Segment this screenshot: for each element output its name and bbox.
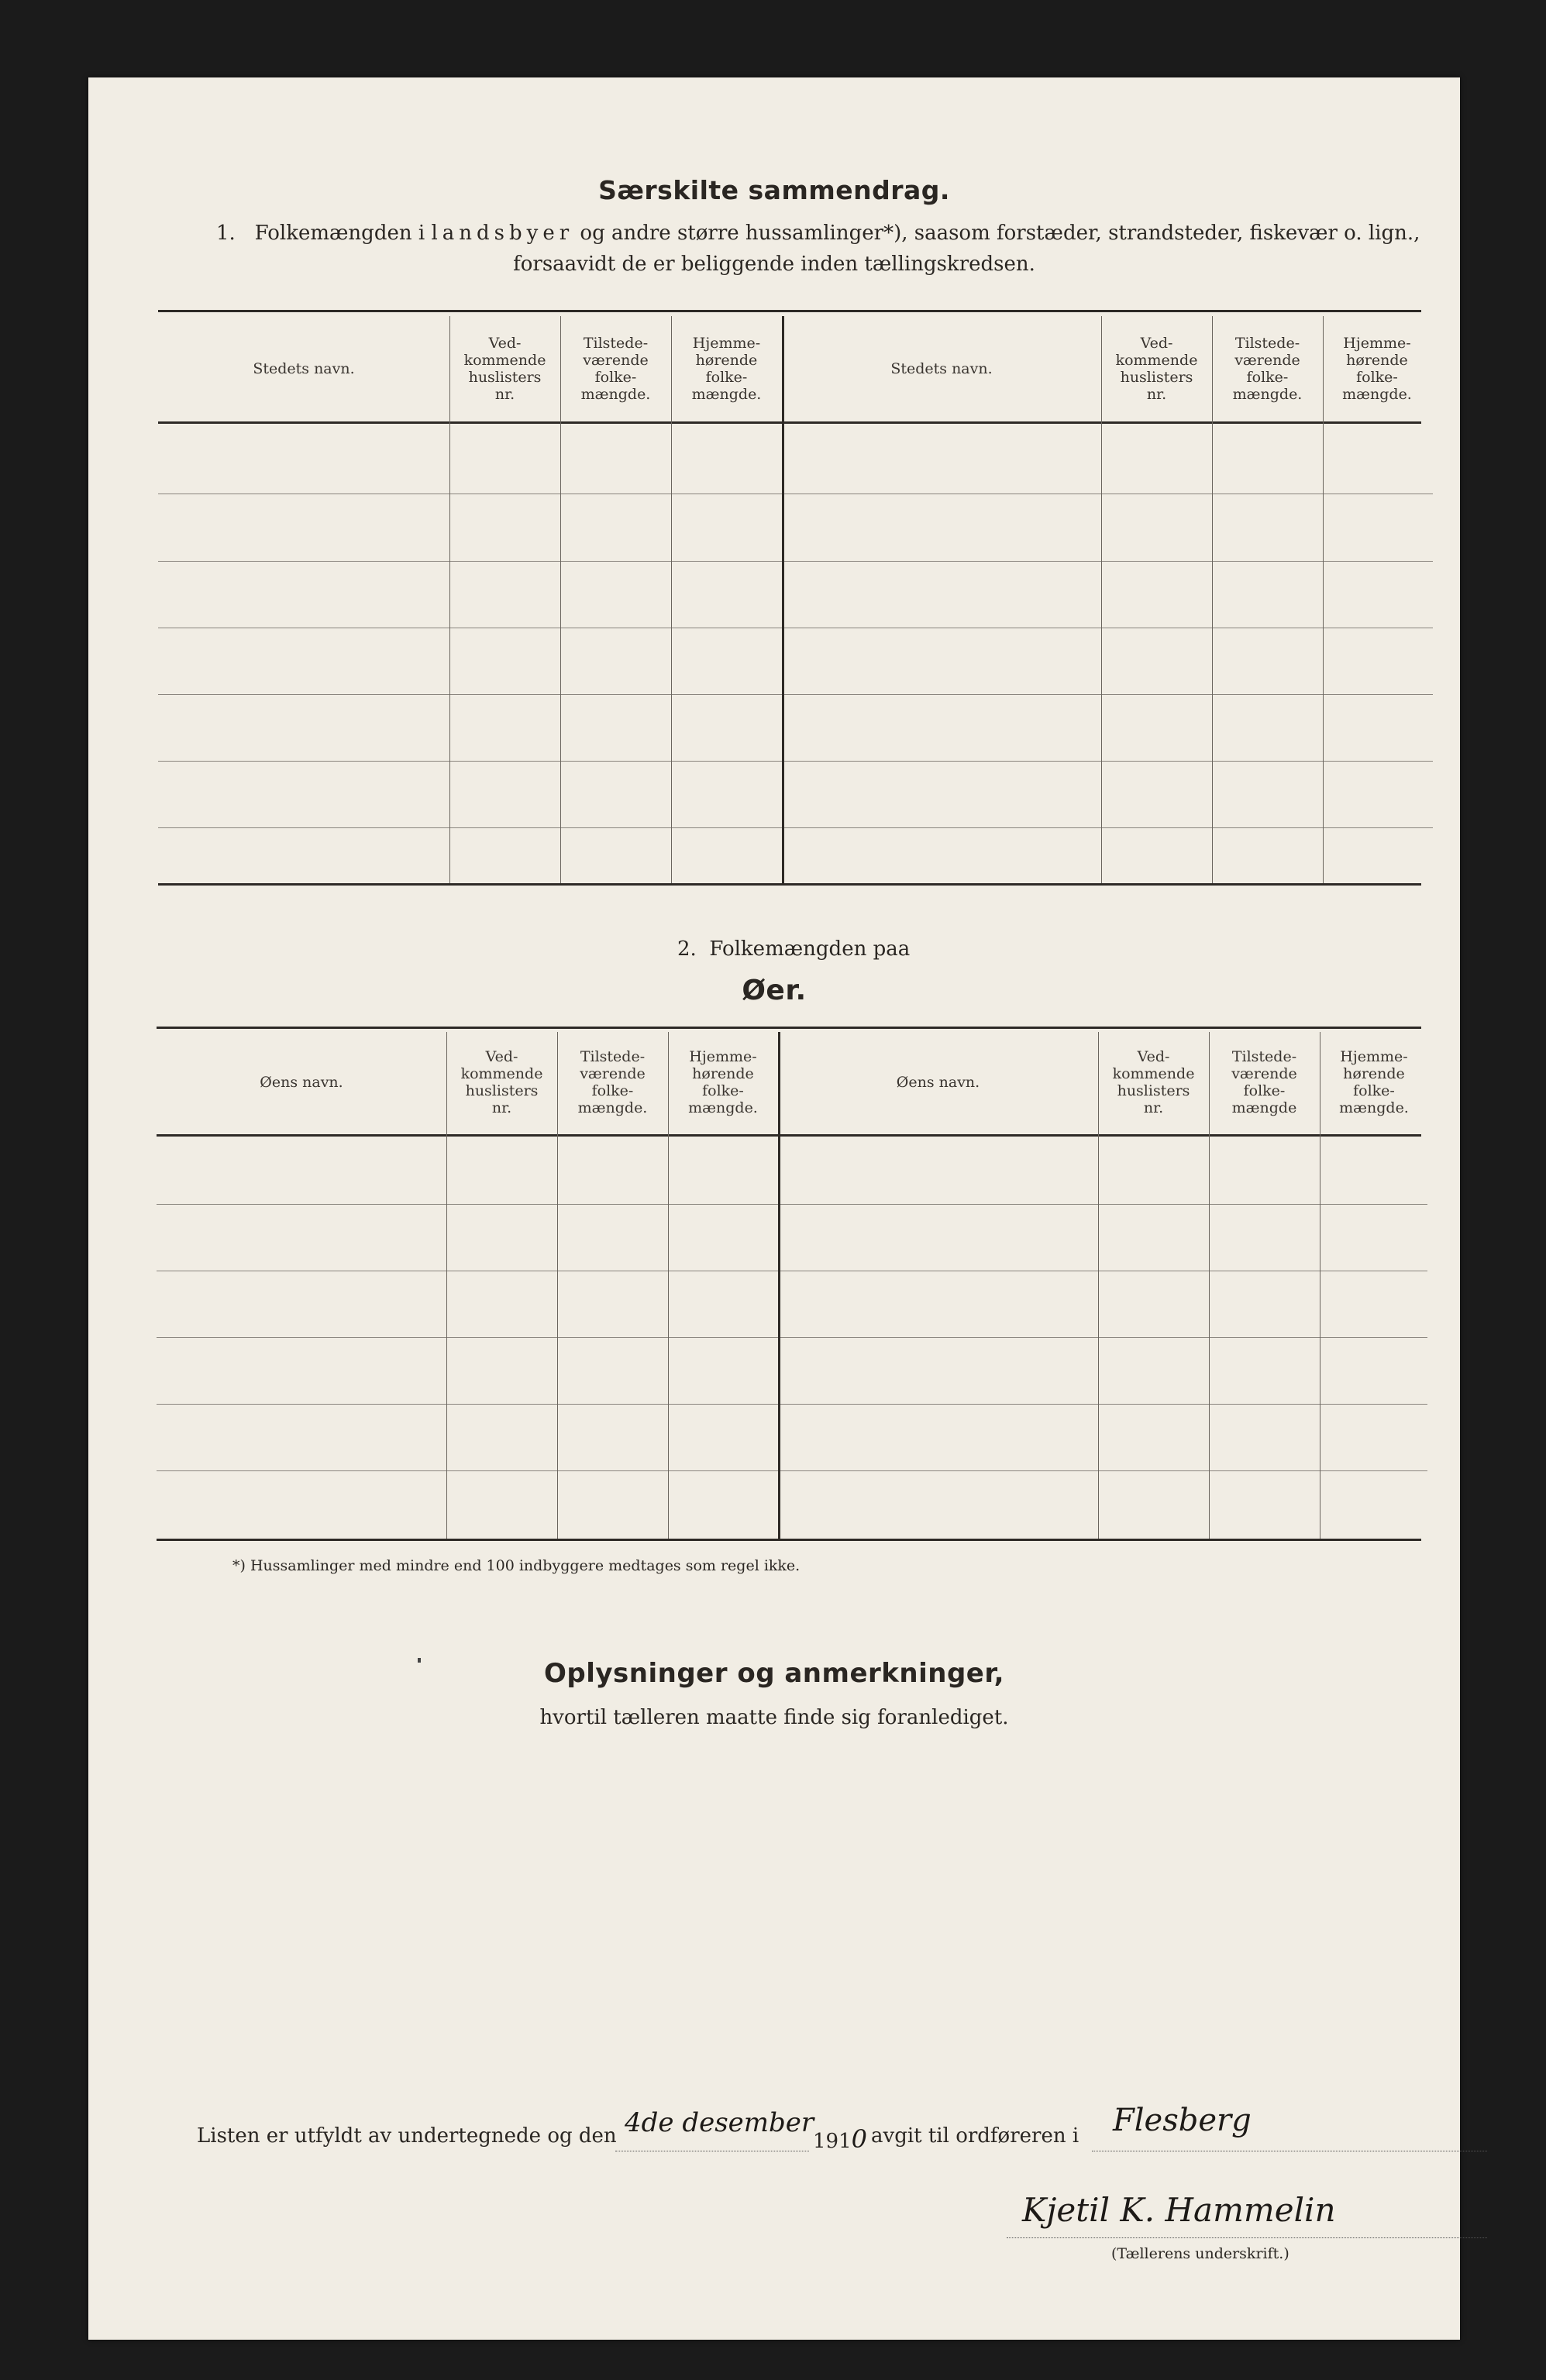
section2-number: 2. <box>677 937 697 961</box>
t1-header-name-right: Stedets navn. <box>890 360 993 377</box>
t1-header-resident-left: Hjemme- hørende folke- mængde. <box>691 335 762 403</box>
t2-header-name-left: Øens navn. <box>260 1074 343 1091</box>
signature-text-a: Listen er utfyldt av undertegnede og den <box>197 2124 617 2148</box>
place-handwritten: Flesberg <box>1113 2103 1252 2138</box>
t1-header-name-left: Stedets navn. <box>253 360 355 377</box>
section1-intro-line1 <box>216 222 1420 245</box>
t2-header-present-left: Tilstede- værende folke- mængde. <box>577 1048 648 1116</box>
date-handwritten: 4de desember <box>625 2107 814 2138</box>
section1-number: 1. <box>216 222 236 245</box>
section2-intro-text: Folkemængden paa <box>709 937 911 961</box>
t1-header-listnr-right: Ved- kommende huslisters nr. <box>1115 335 1198 403</box>
t2-header-name-right: Øens navn. <box>896 1074 980 1091</box>
section1-title: Særskilte sammendrag. <box>598 175 950 205</box>
signature-label: (Tællerens underskrift.) <box>1111 2245 1289 2262</box>
footnote: *) Hussamlinger med mindre end 100 indbyggere medtages som regel ikke. <box>232 1557 801 1574</box>
t1-header-resident-right: Hjemme- hørende folke- mængde. <box>1342 335 1412 403</box>
section1-intro-spaced: landsbyer <box>431 222 574 245</box>
remarks-subtitle: hvortil tælleren maatte finde sig foranlediget. <box>539 1706 1009 1729</box>
section1-intro-a: Folkemængden i <box>254 222 425 245</box>
section1-intro-b: og andre større hussamlinger*), saasom forstæder, strandsteder, fiskevær o. lign., <box>580 222 1420 245</box>
t1-header-present-left: Tilstede- værende folke- mængde. <box>580 335 651 403</box>
t2-header-resident-right: Hjemme- hørende folke- mængde. <box>1339 1048 1409 1116</box>
counter-signature: Kjetil K. Hammelin <box>1022 2191 1336 2229</box>
t2-header-listnr-left: Ved- kommende huslisters nr. <box>460 1048 543 1116</box>
t2-header-resident-left: Hjemme- hørende folke- mængde. <box>688 1048 758 1116</box>
t2-header-present-right: Tilstede- værende folke- mængde <box>1231 1048 1297 1116</box>
section1-intro-line2: forsaavidt de er beliggende inden tællingskredsen. <box>513 253 1035 276</box>
remarks-title: Oplysninger og anmerkninger, <box>543 1658 1005 1689</box>
ink-speck <box>418 1658 421 1663</box>
census-form-page <box>88 77 1460 2340</box>
t1-header-listnr-left: Ved- kommende huslisters nr. <box>463 335 546 403</box>
t2-header-listnr-right: Ved- kommende huslisters nr. <box>1112 1048 1195 1116</box>
year-handwritten: 0 <box>851 2124 867 2154</box>
t1-header-present-right: Tilstede- værende folke- mængde. <box>1232 335 1303 403</box>
section2-title: Øer. <box>742 975 807 1006</box>
year-prefix: 191 <box>813 2130 852 2153</box>
signature-year <box>813 2124 867 2154</box>
section2-intro <box>677 937 910 961</box>
signature-text-b: avgit til ordføreren i <box>871 2124 1079 2148</box>
